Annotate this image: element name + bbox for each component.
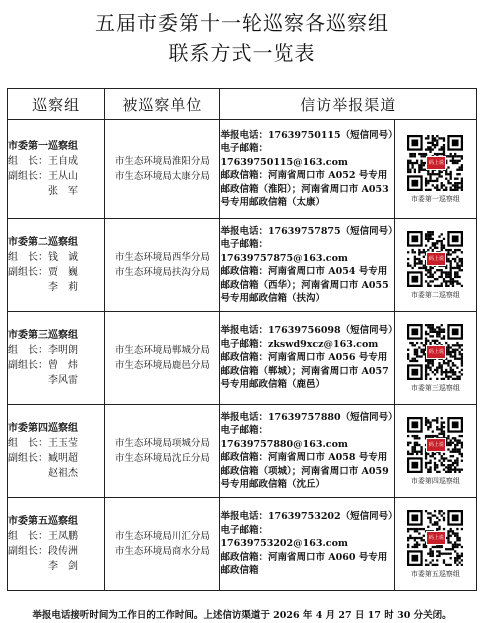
qr-badge: 码上说 (426, 531, 446, 545)
leader-name: 王玉莹 (48, 438, 78, 449)
qr-cell (394, 219, 476, 312)
unit-cell (105, 498, 220, 591)
qr-code-icon[interactable] (407, 135, 463, 191)
leader-role: 组 长： (8, 156, 48, 167)
report-mailbox: 邮政信箱：河南省周口市 A060 号专用邮政信箱 (220, 551, 388, 577)
table-row (8, 498, 477, 591)
deputy-role: 副组长： (8, 171, 48, 182)
channel-cell (220, 120, 398, 219)
group-name: 市委第一巡察组 (8, 141, 78, 152)
group-name: 市委第五巡察组 (8, 516, 78, 527)
qr-code-icon[interactable] (407, 510, 463, 566)
header-group: 巡察组 (8, 89, 105, 120)
report-mailbox: 邮政信箱：河南省周口市 A058 号专用邮政信箱（项城）；河南省周口市 A059 号专用邮政信箱（沈丘） (220, 452, 389, 490)
channel-cell (220, 219, 398, 312)
unit-name: 市生态环境局西华分局 (114, 252, 210, 263)
document-title-line2: 联系方式一览表 (168, 41, 316, 65)
qr-code-icon[interactable] (407, 231, 463, 287)
deputy-name: 曾 炜 (48, 360, 78, 371)
group-cell (8, 498, 105, 591)
deputy-role: 副组长： (8, 546, 48, 557)
report-email[interactable]: 电子邮箱：zkswd9xcz@163.com (220, 338, 379, 350)
qr-label: 市委第一巡察组 (410, 194, 460, 203)
deputy-role: 副组长： (8, 267, 48, 278)
report-phone: 举报电话：17639757875（短信同号） (220, 225, 398, 237)
group-name: 市委第四巡察组 (8, 423, 78, 434)
table-header-row (8, 89, 477, 120)
header-unit: 被巡察单位 (105, 89, 220, 120)
qr-cell (394, 405, 476, 498)
unit-cell (105, 120, 220, 219)
unit-cell (105, 312, 220, 405)
deputy-name: 贾 巍 (48, 267, 78, 278)
document-title-line1: 五届市委第十一轮巡察各巡察组 (95, 11, 389, 35)
deputy-name: 王从山 (48, 171, 78, 182)
report-mailbox: 邮政信箱：河南省周口市 A052 号专用邮政信箱（淮阳）；河南省周口市 A053 号专用邮政信箱（太康） (220, 170, 389, 208)
report-email[interactable]: 电子邮箱：17639757875@163.com (220, 239, 348, 264)
report-email[interactable]: 电子邮箱：17639750115@163.com (220, 143, 348, 168)
deputy-name: 李 莉 (48, 282, 78, 293)
report-email[interactable]: 电子邮箱：17639757880@163.com (220, 425, 348, 450)
leader-role: 组 长： (8, 531, 48, 542)
footnote: 举报电话接听时间为工作日的工作时间。上述信访渠道于 2026 年 4 月 27 日 17 时 30 分关闭。 (32, 610, 452, 621)
group-name: 市委第三巡察组 (8, 330, 78, 341)
report-mailbox: 邮政信箱：河南省周口市 A056 号专用邮政信箱（郸城）；河南省周口市 A057 号专用邮政信箱（鹿邑） (220, 352, 389, 391)
group-cell (8, 120, 105, 219)
deputy-name: 李风雷 (48, 375, 78, 386)
qr-cell (394, 498, 476, 591)
table-row (8, 405, 477, 498)
table-row (8, 120, 477, 219)
deputy-name: 赵祖杰 (48, 468, 78, 479)
deputy-name: 段传洲 (48, 546, 78, 557)
qr-badge: 码上说 (426, 252, 446, 266)
channel-cell (220, 405, 398, 498)
qr-badge: 码上说 (426, 156, 446, 170)
qr-code-icon[interactable] (407, 324, 463, 380)
group-cell (8, 405, 105, 498)
channel-cell (220, 498, 398, 591)
unit-name: 市生态环境局项城分局 (114, 438, 210, 449)
leader-name: 李明朗 (48, 345, 78, 356)
leader-name: 钱 诚 (48, 252, 78, 263)
qr-cell (394, 120, 476, 219)
unit-name: 市生态环境局太康分局 (114, 171, 210, 182)
leader-role: 组 长： (8, 345, 48, 356)
qr-cell (394, 312, 476, 405)
unit-name: 市生态环境局郸城分局 (114, 345, 210, 356)
report-mailbox: 邮政信箱：河南省周口市 A054 号专用邮政信箱（西华）；河南省周口市 A055 号专用邮政信箱（扶沟） (220, 266, 389, 304)
leader-role: 组 长： (8, 438, 48, 449)
unit-name: 市生态环境局川汇分局 (114, 531, 210, 542)
deputy-role: 副组长： (8, 360, 48, 371)
report-phone: 举报电话：17639753202（短信同号） (220, 511, 398, 523)
group-cell (8, 219, 105, 312)
unit-name: 市生态环境局淮阳分局 (114, 156, 210, 167)
contact-table (7, 88, 477, 591)
deputy-name: 李 剑 (48, 561, 78, 572)
report-phone: 举报电话：17639750115（短信同号） (220, 129, 398, 141)
unit-name: 市生态环境局鹿邑分局 (114, 360, 210, 371)
leader-name: 王凤鹏 (48, 531, 78, 542)
leader-role: 组 长： (8, 252, 48, 263)
qr-badge: 码上说 (426, 438, 446, 452)
qr-label: 市委第二巡察组 (410, 290, 460, 299)
unit-cell (105, 405, 220, 498)
qr-code-icon[interactable] (407, 417, 463, 473)
qr-badge: 码上说 (426, 345, 446, 359)
group-cell (8, 312, 105, 405)
group-name: 市委第二巡察组 (8, 237, 78, 248)
unit-cell (105, 219, 220, 312)
deputy-name: 臧明超 (48, 453, 78, 464)
report-email[interactable]: 电子邮箱：17639753202@163.com (220, 524, 348, 550)
leader-name: 王自成 (48, 156, 78, 167)
table-row (8, 312, 477, 405)
header-channels: 信访举报渠道 (220, 89, 477, 120)
report-phone: 举报电话：17639757880（短信同号） (220, 411, 398, 423)
deputy-role: 副组长： (8, 453, 48, 464)
deputy-name: 张 军 (48, 186, 78, 197)
unit-name: 市生态环境局商水分局 (114, 546, 210, 557)
unit-name: 市生态环境局扶沟分局 (114, 267, 210, 278)
channel-cell (220, 312, 398, 405)
unit-name: 市生态环境局沈丘分局 (114, 453, 210, 464)
table-row (8, 219, 477, 312)
report-phone: 举报电话：17639756098（短信同号） (220, 325, 398, 337)
qr-label: 市委第四巡察组 (410, 476, 460, 485)
qr-label: 市委第五巡察组 (410, 569, 460, 578)
qr-label: 市委第三巡察组 (410, 383, 460, 392)
